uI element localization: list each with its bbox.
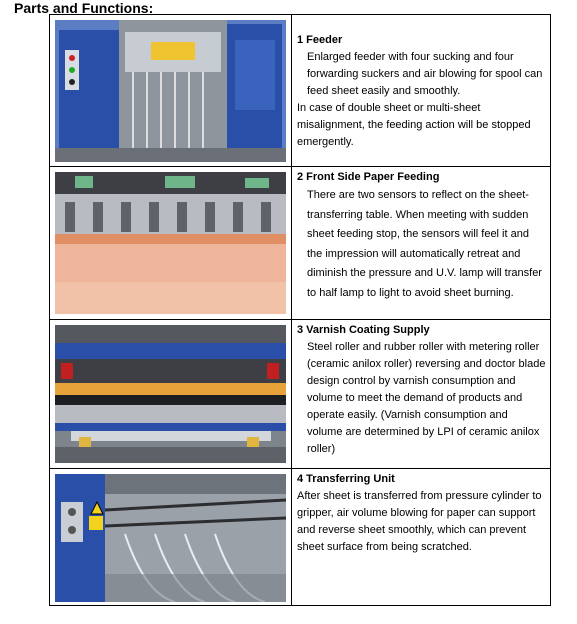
feeder-machine-photo — [55, 20, 287, 162]
row-title: 3 Varnish Coating Supply — [297, 324, 430, 336]
table-row — [50, 167, 551, 320]
table-row — [50, 320, 551, 469]
row-description: There are two sensors to reflect on the sheet-transferring table. When meeting with sudden sheet feeding stop, the sensors will feel it and the impression will automatically retreat and diminish the pressure and U.V. lamp will transfer to half lamp to light to avoid sheet burning. — [307, 189, 542, 299]
row-title: 4 Transferring Unit — [297, 473, 395, 485]
row-title: 2 Front Side Paper Feeding — [297, 171, 440, 183]
section-heading: Parts and Functions: — [14, 0, 154, 16]
parts-table — [49, 14, 551, 606]
transferring-unit-photo — [55, 474, 287, 602]
row-description: After sheet is transferred from pressure cylinder to gripper, air volume blowing for paper can support and reverse sheet smoothly, which can prevent sheet surface from being scratched. — [297, 490, 542, 553]
table-row — [50, 15, 551, 167]
row-description: Steel roller and rubber roller with metering roller (ceramic anilox roller) reversing and doctor blade design control by varnish consumption and volume to meet the demand of products and operate easily. (Varnish consumption and volume are determined by LPI of ceramic anilox roller) — [307, 341, 546, 455]
varnish-roller-photo — [55, 325, 287, 463]
row-title: 1 Feeder — [297, 34, 343, 46]
table-row — [50, 469, 551, 606]
row-description: Enlarged feeder with four sucking and four forwarding suckers and air blowing for spool can feed sheet easily and smoothly. In case of double sheet or multi-sheet misalignment, the feeding action will be stopped emergently. — [297, 51, 543, 148]
paper-feeding-table-photo — [55, 172, 287, 314]
